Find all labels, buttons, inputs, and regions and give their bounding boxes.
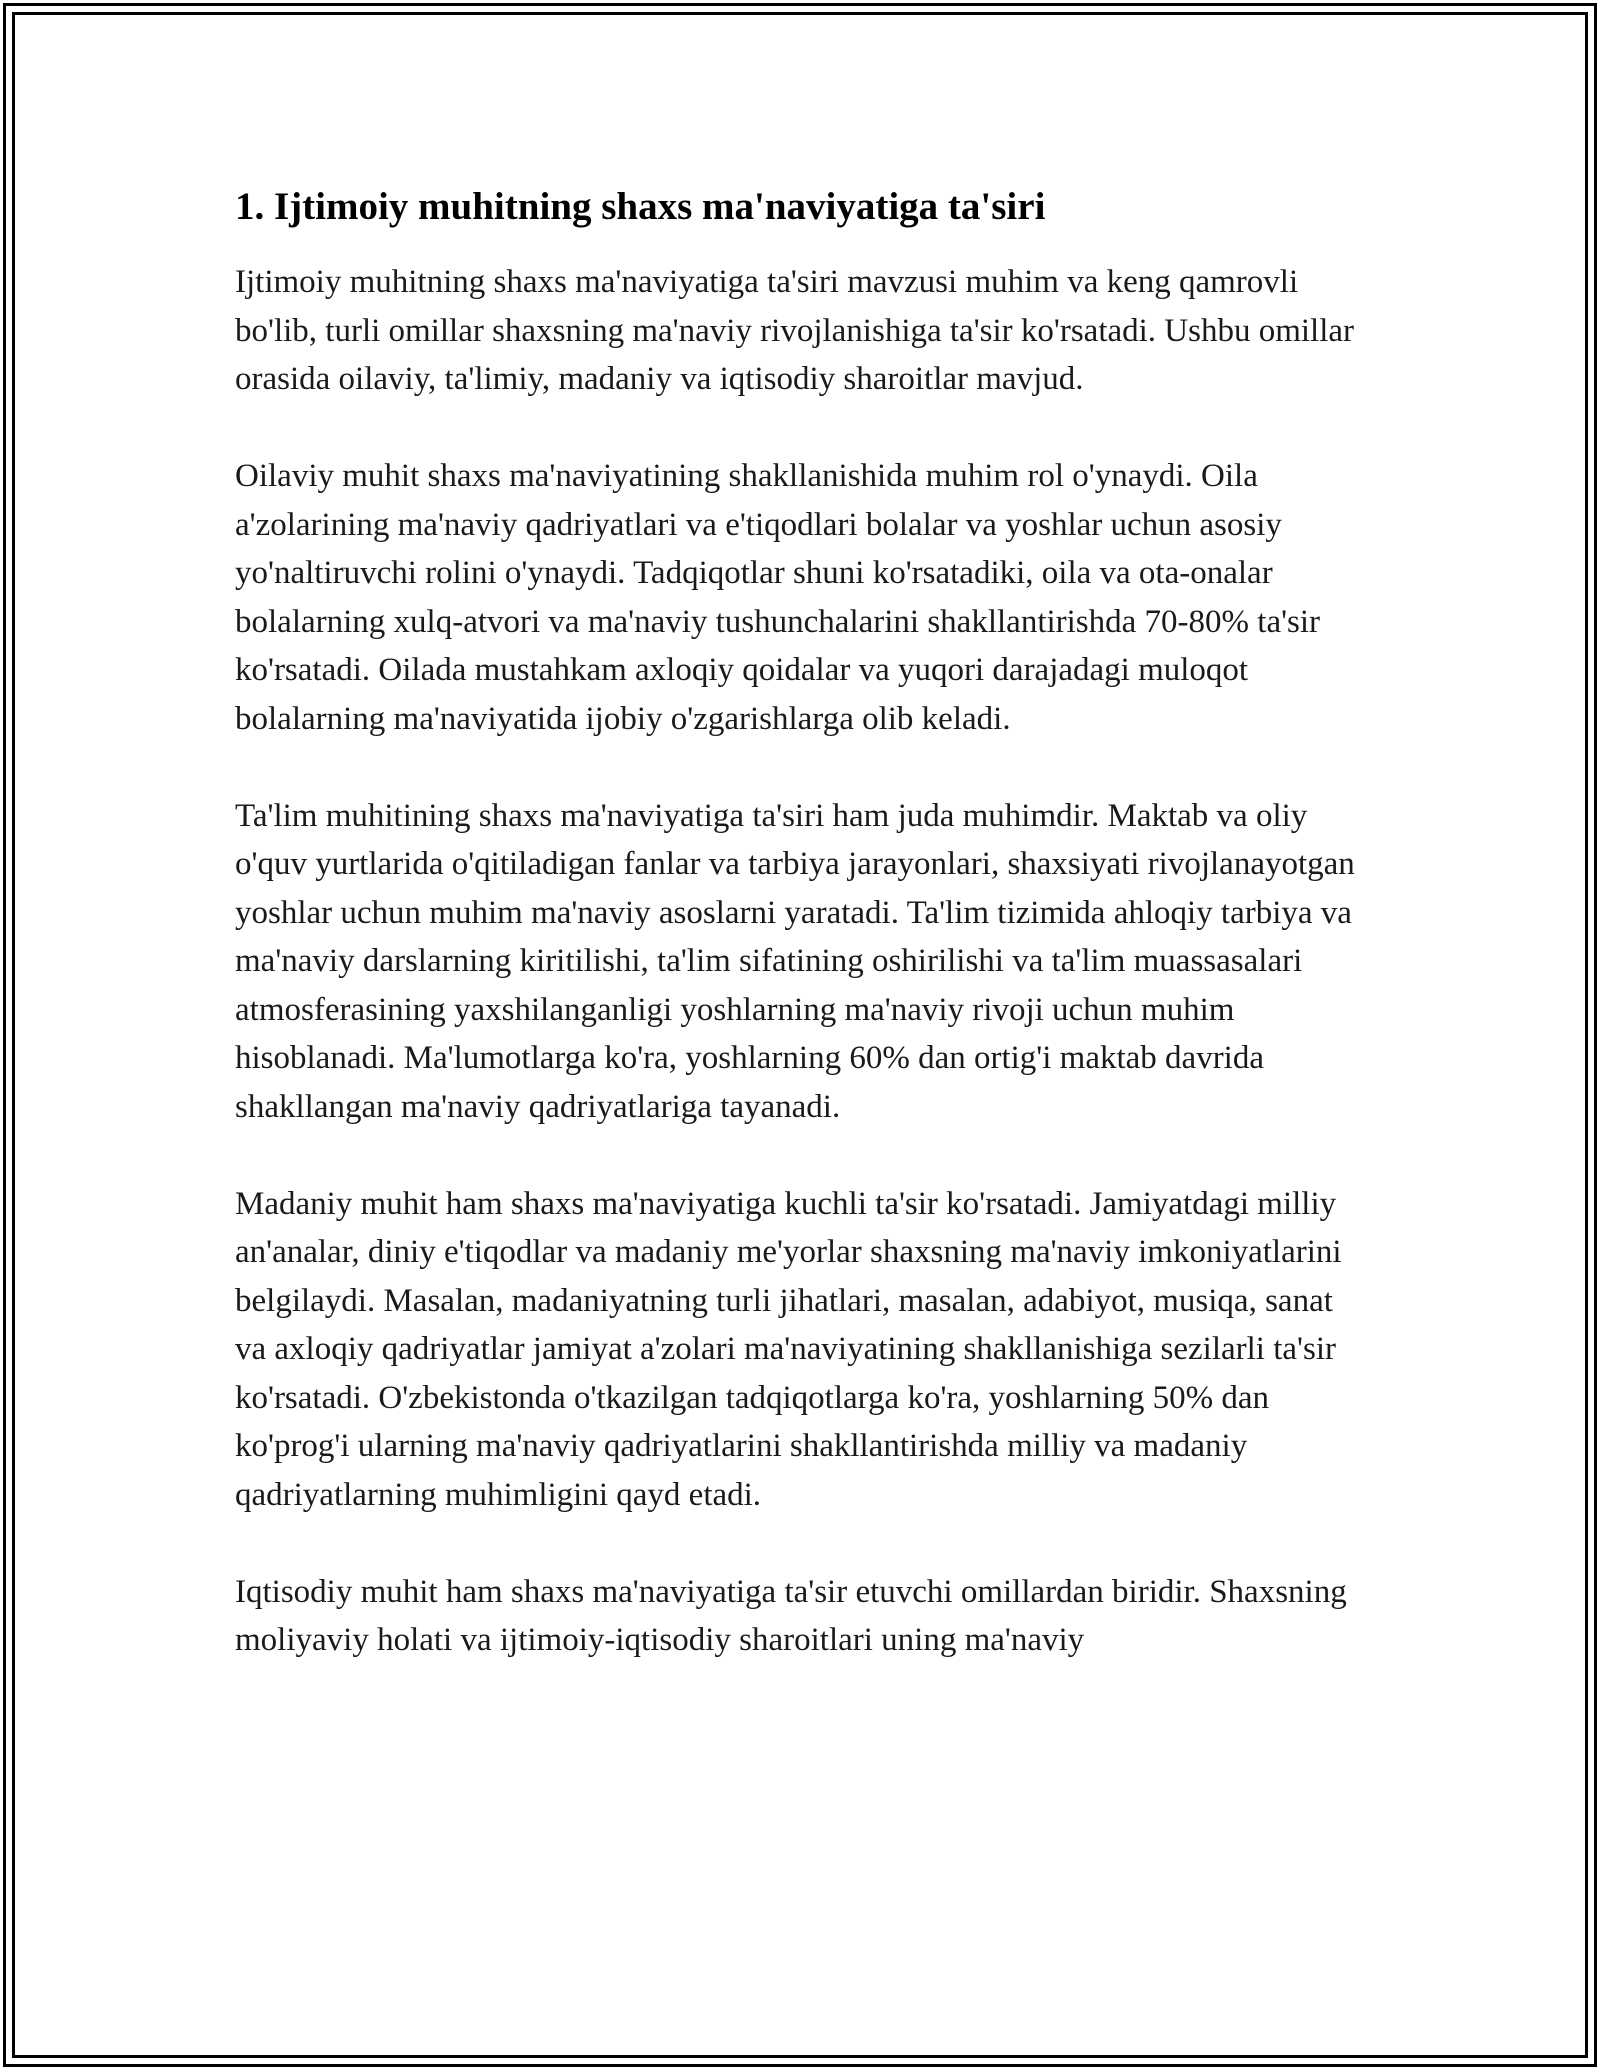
paragraph-education: Ta'lim muhitining shaxs ma'naviyatiga ta'siri ham juda muhimdir. Maktab va oliy o'quv yurtlarida o'qitiladigan fanlar va tarbiya jarayonlari, shaxsiyati rivojlanayotgan yoshlar uchun muhim ma'naviy asoslarni yaratadi. Ta'lim tizimida ahloqiy tarbiya va ma'naviy darslarning kiritilishi, ta'lim sifatining oshirilishi va ta'lim muassasalari atmosferasining yaxshilanganligi yoshlarning ma'naviy rivoji uchun muhim hisoblanadi. Ma'lumotlarga ko'ra, yoshlarning 60% dan ortig'i maktab davrida shakllangan ma'naviy qadriyatlariga tayanadi.	[235, 797, 1355, 1125]
paragraph-family: Oilaviy muhit shaxs ma'naviyatining shakllanishida muhim rol o'ynaydi. Oila a'zolarining ma'naviy qadriyatlari va e'tiqodlari bolalar va yoshlar uchun asosiy yo'naltiruvchi rolini o'ynaydi. Tadqiqotlar shuni ko'rsatadiki, oila va ota-onalar bolalarning xulq-atvori va ma'naviy tushunchalarini shakllantirishda 70-80% ta'sir ko'rsatadi. Oilada mustahkam axloqiy qoidalar va yuqori darajadagi muloqot bolalarning ma'naviyatida ijobiy o'zgarishlarga olib keladi.	[235, 458, 1321, 737]
paragraph-culture: Madaniy muhit ham shaxs ma'naviyatiga kuchli ta'sir ko'rsatadi. Jamiyatdagi milliy an'analar, diniy e'tiqodlar va madaniy me'yorlar shaxsning ma'naviy imkoniyatlarini belgilaydi. Masalan, madaniyatning turli jihatlari, masalan, adabiyot, musiqa, sanat va axloqiy qadriyatlar jamiyat a'zolari ma'naviyatining shakllanishiga sezilarli ta'sir ko'rsatadi. O'zbekistonda o'tkazilgan tadqiqotlarga ko'ra, yoshlarning 50% dan ko'prog'i ularning ma'naviy qadriyatlarini shakllantirishda milliy va madaniy qadriyatlarning muhimligini qayd etadi.	[235, 1185, 1342, 1513]
paragraph-economy: Iqtisodiy muhit ham shaxs ma'naviyatiga ta'sir etuvchi omillardan biridir. Shaxsning moliyaviy holati va ijtimoiy-iqtisodiy sharoitlari uning ma'naviy	[235, 1573, 1347, 1658]
document-body	[235, 183, 1370, 1665]
paragraph-intro: Ijtimoiy muhitning shaxs ma'naviyatiga ta'siri mavzusi muhim va keng qamrovli bo'lib, turli omillar shaxsning ma'naviy rivojlanishiga ta'sir ko'rsatadi. Ushbu omillar orasida oilaviy, ta'limiy, madaniy va iqtisodiy sharoitlar mavjud.	[235, 264, 1355, 397]
section-heading: 1. Ijtimoiy muhitning shaxs ma'naviyatiga ta'siri	[235, 185, 1046, 228]
